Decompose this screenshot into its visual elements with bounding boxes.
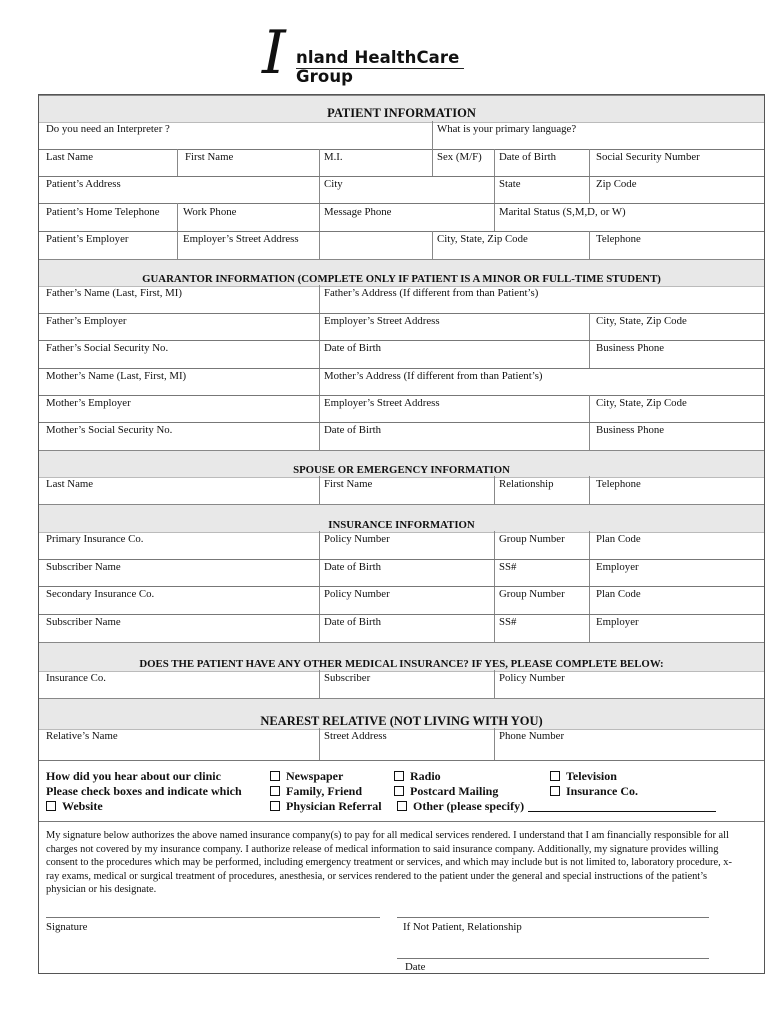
other-label: Other (please specify) bbox=[413, 799, 525, 813]
patient-form bbox=[38, 94, 765, 974]
father-employer-field[interactable]: Father’s Employer bbox=[46, 315, 127, 327]
patient-employer-field[interactable]: Patient’s Employer bbox=[46, 233, 129, 245]
other-insurance-heading: DOES THE PATIENT HAVE ANY OTHER MEDICAL INSURANCE? IF YES, PLEASE COMPLETE BELOW: bbox=[139, 658, 664, 670]
postcard-label: Postcard Mailing bbox=[410, 784, 499, 798]
physician-referral-label: Physician Referral bbox=[286, 799, 382, 813]
spouse-heading: SPOUSE OR EMERGENCY INFORMATION bbox=[293, 464, 510, 476]
divider bbox=[432, 231, 433, 259]
radio-checkbox[interactable] bbox=[394, 769, 441, 784]
divider bbox=[39, 340, 764, 341]
marital-status-field[interactable]: Marital Status (S,M,D, or W) bbox=[499, 206, 626, 218]
divider bbox=[39, 586, 764, 587]
other-specify-input[interactable] bbox=[528, 811, 716, 812]
physician-referral-checkbox[interactable] bbox=[270, 799, 382, 814]
mother-ssn-field[interactable]: Mother’s Social Security No. bbox=[46, 424, 173, 436]
postcard-checkbox[interactable] bbox=[394, 784, 498, 799]
insurance-co-label: Insurance Co. bbox=[566, 784, 639, 798]
checkbox-icon bbox=[550, 786, 560, 796]
mother-address-field[interactable]: Mother’s Address (If different from than Patient’s) bbox=[324, 370, 543, 382]
newspaper-checkbox[interactable] bbox=[270, 769, 343, 784]
work-phone-field[interactable]: Work Phone bbox=[183, 206, 237, 218]
father-address-field[interactable]: Father’s Address (If different from than Patient’s) bbox=[324, 287, 539, 299]
first-name-field[interactable]: First Name bbox=[185, 151, 234, 163]
relative-heading: NEAREST RELATIVE (NOT LIVING WITH YOU) bbox=[260, 714, 543, 728]
sex-field[interactable]: Sex (M/F) bbox=[437, 151, 482, 163]
relative-name-field[interactable]: Relative’s Name bbox=[46, 730, 118, 742]
secondary-plan-field[interactable]: Plan Code bbox=[596, 588, 641, 600]
relationship-label: If Not Patient, Relationship bbox=[403, 921, 522, 933]
divider bbox=[177, 149, 178, 176]
employer-address-field[interactable]: Employer’s Street Address bbox=[183, 233, 299, 245]
relative-phone-field[interactable]: Phone Number bbox=[499, 730, 565, 742]
mother-name-field[interactable]: Mother’s Name (Last, First, MI) bbox=[46, 370, 187, 382]
date-line[interactable] bbox=[397, 958, 709, 959]
divider bbox=[39, 231, 764, 232]
divider bbox=[39, 368, 764, 369]
divider bbox=[589, 476, 590, 504]
divider bbox=[494, 149, 495, 231]
primary-employer-field[interactable]: Employer bbox=[596, 561, 639, 573]
other-subscriber-field[interactable]: Subscriber bbox=[324, 672, 371, 684]
date-label: Date bbox=[405, 961, 426, 973]
ssn-field[interactable]: Social Security Number bbox=[596, 151, 700, 163]
insurance-heading: INSURANCE INFORMATION bbox=[328, 519, 475, 531]
divider bbox=[494, 670, 495, 698]
other-policy-field[interactable]: Policy Number bbox=[499, 672, 565, 684]
divider bbox=[39, 422, 764, 423]
mother-city-state-zip-field[interactable]: City, State, Zip Code bbox=[596, 397, 687, 409]
guarantor-heading: GUARANTOR INFORMATION (COMPLETE ONLY IF PATIENT IS A MINOR OR FULL-TIME STUDENT) bbox=[142, 273, 661, 285]
primary-insurance-field[interactable]: Primary Insurance Co. bbox=[46, 533, 144, 545]
father-employer-address-field[interactable]: Employer’s Street Address bbox=[324, 315, 440, 327]
spouse-telephone-field[interactable]: Telephone bbox=[596, 478, 641, 490]
other-checkbox[interactable] bbox=[397, 799, 716, 814]
state-field[interactable]: State bbox=[499, 178, 521, 190]
divider bbox=[39, 395, 764, 396]
father-city-state-zip-field[interactable]: City, State, Zip Code bbox=[596, 315, 687, 327]
telephone-field[interactable]: Telephone bbox=[596, 233, 641, 245]
patient-info-heading: PATIENT INFORMATION bbox=[327, 106, 476, 120]
divider bbox=[39, 760, 764, 761]
primary-plan-field[interactable]: Plan Code bbox=[596, 533, 641, 545]
message-phone-field[interactable]: Message Phone bbox=[324, 206, 392, 218]
secondary-policy-field[interactable]: Policy Number bbox=[324, 588, 390, 600]
last-name-field[interactable]: Last Name bbox=[46, 151, 94, 163]
spouse-first-name-field[interactable]: First Name bbox=[324, 478, 373, 490]
primary-subscriber-dob-field[interactable]: Date of Birth bbox=[324, 561, 381, 573]
divider bbox=[39, 176, 764, 177]
dob-field[interactable]: Date of Birth bbox=[499, 151, 556, 163]
family-friend-checkbox[interactable] bbox=[270, 784, 362, 799]
newspaper-label: Newspaper bbox=[286, 769, 344, 783]
referral-instruction: Please check boxes and indicate which bbox=[46, 784, 242, 798]
divider bbox=[177, 203, 178, 231]
divider bbox=[432, 121, 433, 149]
city-state-zip-field[interactable]: City, State, Zip Code bbox=[437, 233, 528, 245]
primary-language-field[interactable]: What is your primary language? bbox=[437, 123, 577, 135]
checkbox-icon bbox=[550, 771, 560, 781]
authorization-text: My signature below authorizes the above named insurance company(s) to pay for all medical services rendered. I understand that I am financially responsible for all charges not covered by my insurance company. I authorize release of medical information to said insurance company. Additionally, my signature provides willing consent to the procedures which may be performed, including emergency treatment or services, and which may include but is not limited to, laboratory procedure, x-ray exams, medical or surgical treatment of procedures, anesthesia, or services rendered to the patient under the general and special instructions of the patient’s physician or his designate. bbox=[46, 830, 732, 896]
television-checkbox[interactable] bbox=[550, 769, 617, 784]
spouse-relationship-field[interactable]: Relationship bbox=[499, 478, 554, 490]
logo-text: nland HealthCare Group bbox=[296, 48, 460, 86]
website-checkbox[interactable] bbox=[46, 799, 103, 814]
divider bbox=[39, 203, 764, 204]
divider bbox=[432, 149, 433, 176]
secondary-ss-field[interactable]: SS# bbox=[499, 616, 517, 628]
divider bbox=[177, 231, 178, 259]
city-field[interactable]: City bbox=[324, 178, 343, 190]
signature-line[interactable] bbox=[46, 917, 380, 918]
relationship-line[interactable] bbox=[397, 917, 709, 918]
referral-question: How did you hear about our clinic bbox=[46, 769, 221, 783]
checkbox-icon bbox=[397, 801, 407, 811]
mother-business-phone-field[interactable]: Business Phone bbox=[596, 424, 665, 436]
secondary-subscriber-field[interactable]: Subscriber Name bbox=[46, 616, 121, 628]
spouse-last-name-field[interactable]: Last Name bbox=[46, 478, 94, 490]
divider bbox=[494, 728, 495, 760]
father-name-field[interactable]: Father’s Name (Last, First, MI) bbox=[46, 287, 182, 299]
checkbox-icon bbox=[270, 771, 280, 781]
divider bbox=[39, 149, 764, 150]
radio-label: Radio bbox=[410, 769, 441, 783]
mi-field[interactable]: M.I. bbox=[324, 151, 343, 163]
mother-employer-field[interactable]: Mother’s Employer bbox=[46, 397, 131, 409]
secondary-subscriber-dob-field[interactable]: Date of Birth bbox=[324, 616, 381, 628]
father-dob-field[interactable]: Date of Birth bbox=[324, 342, 381, 354]
television-label: Television bbox=[566, 769, 617, 783]
insurance-co-checkbox[interactable] bbox=[550, 784, 638, 799]
mother-employer-address-field[interactable]: Employer’s Street Address bbox=[324, 397, 440, 409]
primary-group-field[interactable]: Group Number bbox=[499, 533, 565, 545]
patient-address-field[interactable]: Patient’s Address bbox=[46, 178, 121, 190]
checkbox-icon bbox=[46, 801, 56, 811]
logo-initial: I bbox=[262, 18, 286, 88]
secondary-group-field[interactable]: Group Number bbox=[499, 588, 565, 600]
logo bbox=[262, 18, 502, 92]
divider bbox=[39, 559, 764, 560]
website-label: Website bbox=[62, 799, 103, 813]
mother-dob-field[interactable]: Date of Birth bbox=[324, 424, 381, 436]
zip-field[interactable]: Zip Code bbox=[596, 178, 637, 190]
checkbox-icon bbox=[394, 771, 404, 781]
divider bbox=[39, 614, 764, 615]
interpreter-field[interactable]: Do you need an Interpreter ? bbox=[46, 123, 170, 135]
checkbox-icon bbox=[394, 786, 404, 796]
checkbox-icon bbox=[270, 786, 280, 796]
divider bbox=[319, 149, 320, 259]
divider bbox=[589, 231, 590, 259]
primary-subscriber-field[interactable]: Subscriber Name bbox=[46, 561, 121, 573]
divider bbox=[319, 476, 320, 504]
divider bbox=[39, 313, 764, 314]
secondary-insurance-field[interactable]: Secondary Insurance Co. bbox=[46, 588, 155, 600]
logo-underline bbox=[296, 68, 464, 69]
primary-ss-field[interactable]: SS# bbox=[499, 561, 517, 573]
secondary-employer-field[interactable]: Employer bbox=[596, 616, 639, 628]
primary-policy-field[interactable]: Policy Number bbox=[324, 533, 390, 545]
divider bbox=[494, 476, 495, 504]
father-business-phone-field[interactable]: Business Phone bbox=[596, 342, 665, 354]
divider bbox=[319, 670, 320, 698]
signature-label: Signature bbox=[46, 921, 88, 933]
relative-address-field[interactable]: Street Address bbox=[324, 730, 387, 742]
divider bbox=[39, 821, 764, 822]
family-friend-label: Family, Friend bbox=[286, 784, 362, 798]
home-phone-field[interactable]: Patient’s Home Telephone bbox=[46, 206, 160, 218]
father-ssn-field[interactable]: Father’s Social Security No. bbox=[46, 342, 169, 354]
other-insurance-co-field[interactable]: Insurance Co. bbox=[46, 672, 106, 684]
divider bbox=[319, 728, 320, 760]
checkbox-icon bbox=[270, 801, 280, 811]
